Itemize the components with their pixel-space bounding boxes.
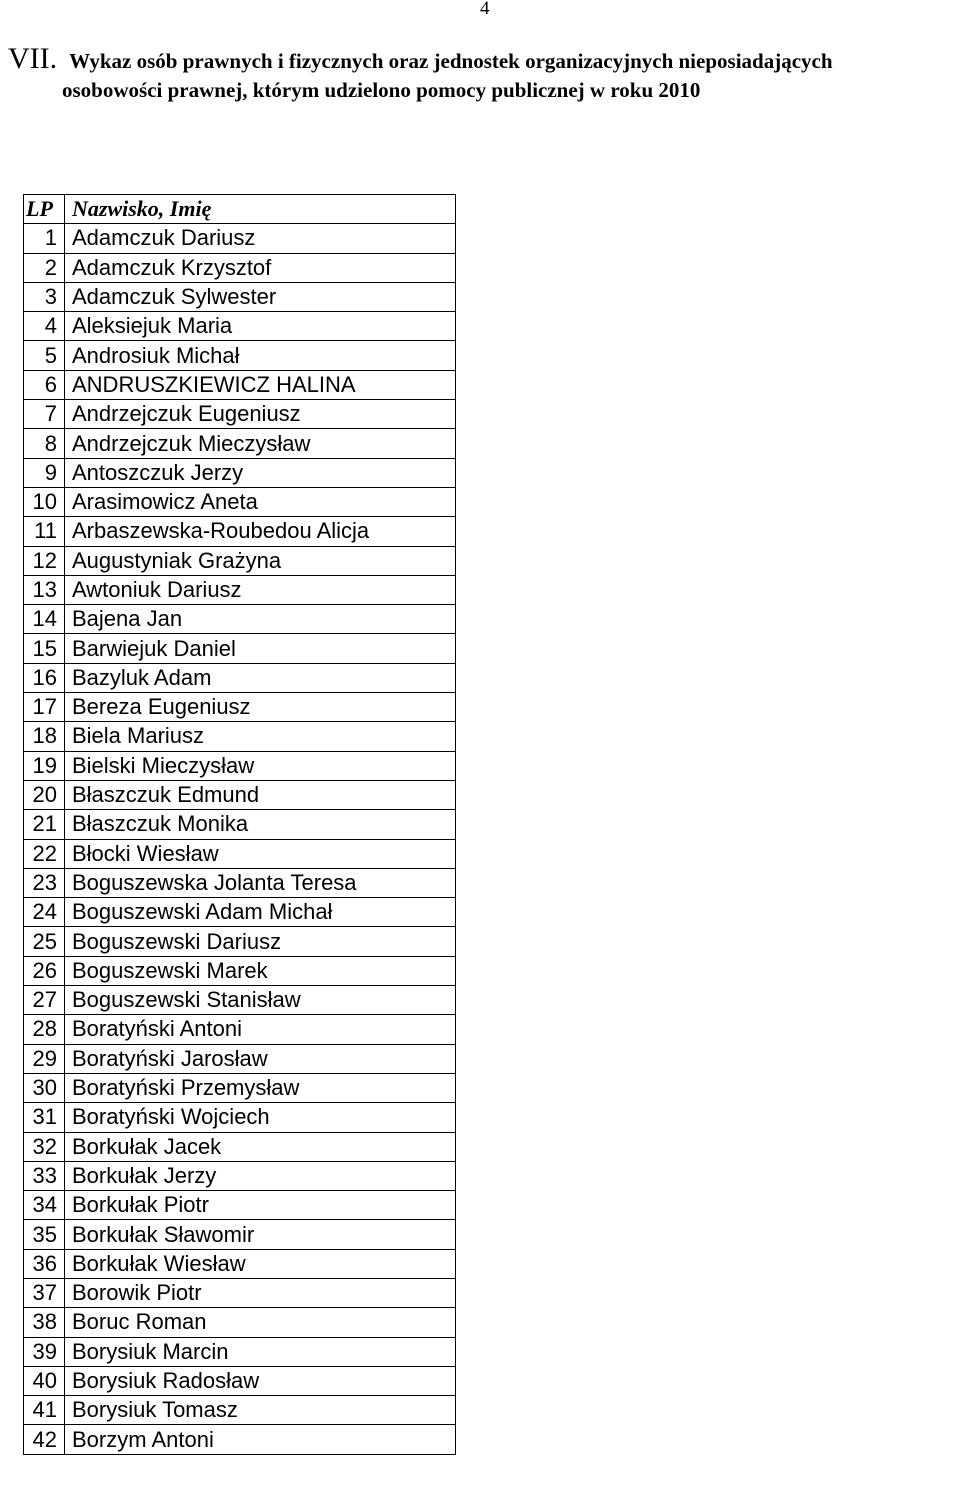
table-row <box>24 517 456 546</box>
table-row <box>24 1366 456 1395</box>
row-name: Bereza Eugeniusz <box>65 693 456 722</box>
table-row <box>24 370 456 399</box>
table-row <box>24 1308 456 1337</box>
row-name: Borysiuk Tomasz <box>65 1396 456 1425</box>
table-row <box>24 605 456 634</box>
heading-line-1: Wykaz osób prawnych i fizycznych oraz jednostek organizacyjnych nieposiadających <box>69 49 833 73</box>
row-name: Błocki Wiesław <box>65 839 456 868</box>
table-row <box>24 1191 456 1220</box>
row-lp: 8 <box>24 429 65 458</box>
row-name: Borkułak Jerzy <box>65 1161 456 1190</box>
row-lp: 29 <box>24 1044 65 1073</box>
row-lp: 15 <box>24 634 65 663</box>
row-lp: 17 <box>24 693 65 722</box>
row-lp: 19 <box>24 751 65 780</box>
table-row <box>24 1161 456 1190</box>
row-name: Boguszewski Stanisław <box>65 986 456 1015</box>
table-row <box>24 927 456 956</box>
row-name: Błaszczuk Monika <box>65 810 456 839</box>
row-name: Boratyński Przemysław <box>65 1073 456 1102</box>
row-lp: 4 <box>24 312 65 341</box>
table-row <box>24 634 456 663</box>
row-lp: 42 <box>24 1425 65 1454</box>
table-row <box>24 1220 456 1249</box>
header-lp: LP <box>24 195 65 224</box>
row-lp: 24 <box>24 898 65 927</box>
row-name: Bielski Mieczysław <box>65 751 456 780</box>
row-lp: 18 <box>24 722 65 751</box>
table-row <box>24 898 456 927</box>
table-row <box>24 1132 456 1161</box>
table-header-row <box>24 195 456 224</box>
row-lp: 37 <box>24 1278 65 1307</box>
row-name: Boratyński Antoni <box>65 1015 456 1044</box>
row-name: Barwiejuk Daniel <box>65 634 456 663</box>
row-name: Adamczuk Dariusz <box>65 224 456 253</box>
row-lp: 38 <box>24 1308 65 1337</box>
row-name: Boratyński Wojciech <box>65 1103 456 1132</box>
table-row <box>24 224 456 253</box>
row-name: Bajena Jan <box>65 605 456 634</box>
row-lp: 16 <box>24 663 65 692</box>
table-row <box>24 1337 456 1366</box>
row-name: Boguszewski Dariusz <box>65 927 456 956</box>
row-lp: 22 <box>24 839 65 868</box>
table-row <box>24 839 456 868</box>
row-lp: 28 <box>24 1015 65 1044</box>
table-row <box>24 253 456 282</box>
row-lp: 1 <box>24 224 65 253</box>
table-row <box>24 341 456 370</box>
row-name: Borkułak Piotr <box>65 1191 456 1220</box>
table-row <box>24 575 456 604</box>
page-number: 4 <box>480 0 490 19</box>
table-row <box>24 1103 456 1132</box>
row-lp: 12 <box>24 546 65 575</box>
row-name: Biela Mariusz <box>65 722 456 751</box>
table-row <box>24 956 456 985</box>
row-name: Borzym Antoni <box>65 1425 456 1454</box>
row-lp: 10 <box>24 487 65 516</box>
row-lp: 33 <box>24 1161 65 1190</box>
section-heading <box>8 44 958 106</box>
heading-line-2: osobowości prawnej, którym udzielono pomocy publicznej w roku 2010 <box>62 78 701 102</box>
row-lp: 39 <box>24 1337 65 1366</box>
row-name: Boruc Roman <box>65 1308 456 1337</box>
row-name: Adamczuk Sylwester <box>65 282 456 311</box>
row-lp: 34 <box>24 1191 65 1220</box>
table-body <box>24 224 456 1454</box>
table-row <box>24 780 456 809</box>
row-lp: 41 <box>24 1396 65 1425</box>
table-row <box>24 282 456 311</box>
row-name: Borysiuk Marcin <box>65 1337 456 1366</box>
table-row <box>24 429 456 458</box>
row-name: Błaszczuk Edmund <box>65 780 456 809</box>
row-name: Boguszewski Adam Michał <box>65 898 456 927</box>
header-name: Nazwisko, Imię <box>65 195 456 224</box>
table-row <box>24 810 456 839</box>
table-row <box>24 487 456 516</box>
table-row <box>24 1396 456 1425</box>
row-name: Adamczuk Krzysztof <box>65 253 456 282</box>
table-row <box>24 400 456 429</box>
row-lp: 40 <box>24 1366 65 1395</box>
section-roman-numeral: VII. <box>8 42 58 75</box>
row-name: Borysiuk Radosław <box>65 1366 456 1395</box>
table-row <box>24 1044 456 1073</box>
row-name: Arbaszewska-Roubedou Alicja <box>65 517 456 546</box>
table-row <box>24 868 456 897</box>
row-lp: 27 <box>24 986 65 1015</box>
row-name: Bazyluk Adam <box>65 663 456 692</box>
table-row <box>24 1015 456 1044</box>
table-row <box>24 1249 456 1278</box>
table-row <box>24 458 456 487</box>
row-lp: 36 <box>24 1249 65 1278</box>
row-lp: 31 <box>24 1103 65 1132</box>
row-name: Arasimowicz Aneta <box>65 487 456 516</box>
row-name: Awtoniuk Dariusz <box>65 575 456 604</box>
row-name: Borkułak Sławomir <box>65 1220 456 1249</box>
row-lp: 32 <box>24 1132 65 1161</box>
row-name: Borowik Piotr <box>65 1278 456 1307</box>
row-name: Boratyński Jarosław <box>65 1044 456 1073</box>
table-row <box>24 312 456 341</box>
table-row <box>24 1278 456 1307</box>
row-name: Augustyniak Grażyna <box>65 546 456 575</box>
row-lp: 11 <box>24 517 65 546</box>
table-row <box>24 1425 456 1454</box>
row-lp: 6 <box>24 370 65 399</box>
table-row <box>24 546 456 575</box>
row-lp: 20 <box>24 780 65 809</box>
row-lp: 3 <box>24 282 65 311</box>
row-lp: 14 <box>24 605 65 634</box>
row-name: Aleksiejuk Maria <box>65 312 456 341</box>
row-name: Antoszczuk Jerzy <box>65 458 456 487</box>
row-lp: 13 <box>24 575 65 604</box>
table-row <box>24 722 456 751</box>
row-name: Boguszewska Jolanta Teresa <box>65 868 456 897</box>
row-name: Andrzejczuk Eugeniusz <box>65 400 456 429</box>
row-name: Borkułak Jacek <box>65 1132 456 1161</box>
row-lp: 25 <box>24 927 65 956</box>
row-name: Andrzejczuk Mieczysław <box>65 429 456 458</box>
table-row <box>24 751 456 780</box>
row-lp: 5 <box>24 341 65 370</box>
row-lp: 2 <box>24 253 65 282</box>
row-lp: 35 <box>24 1220 65 1249</box>
table-row <box>24 693 456 722</box>
row-lp: 9 <box>24 458 65 487</box>
table-row <box>24 986 456 1015</box>
row-lp: 26 <box>24 956 65 985</box>
row-lp: 21 <box>24 810 65 839</box>
row-name: Androsiuk Michał <box>65 341 456 370</box>
table-row <box>24 663 456 692</box>
row-lp: 23 <box>24 868 65 897</box>
table-row <box>24 1073 456 1102</box>
row-name: ANDRUSZKIEWICZ HALINA <box>65 370 456 399</box>
row-lp: 7 <box>24 400 65 429</box>
beneficiaries-table <box>23 194 456 1455</box>
row-name: Boguszewski Marek <box>65 956 456 985</box>
row-name: Borkułak Wiesław <box>65 1249 456 1278</box>
row-lp: 30 <box>24 1073 65 1102</box>
